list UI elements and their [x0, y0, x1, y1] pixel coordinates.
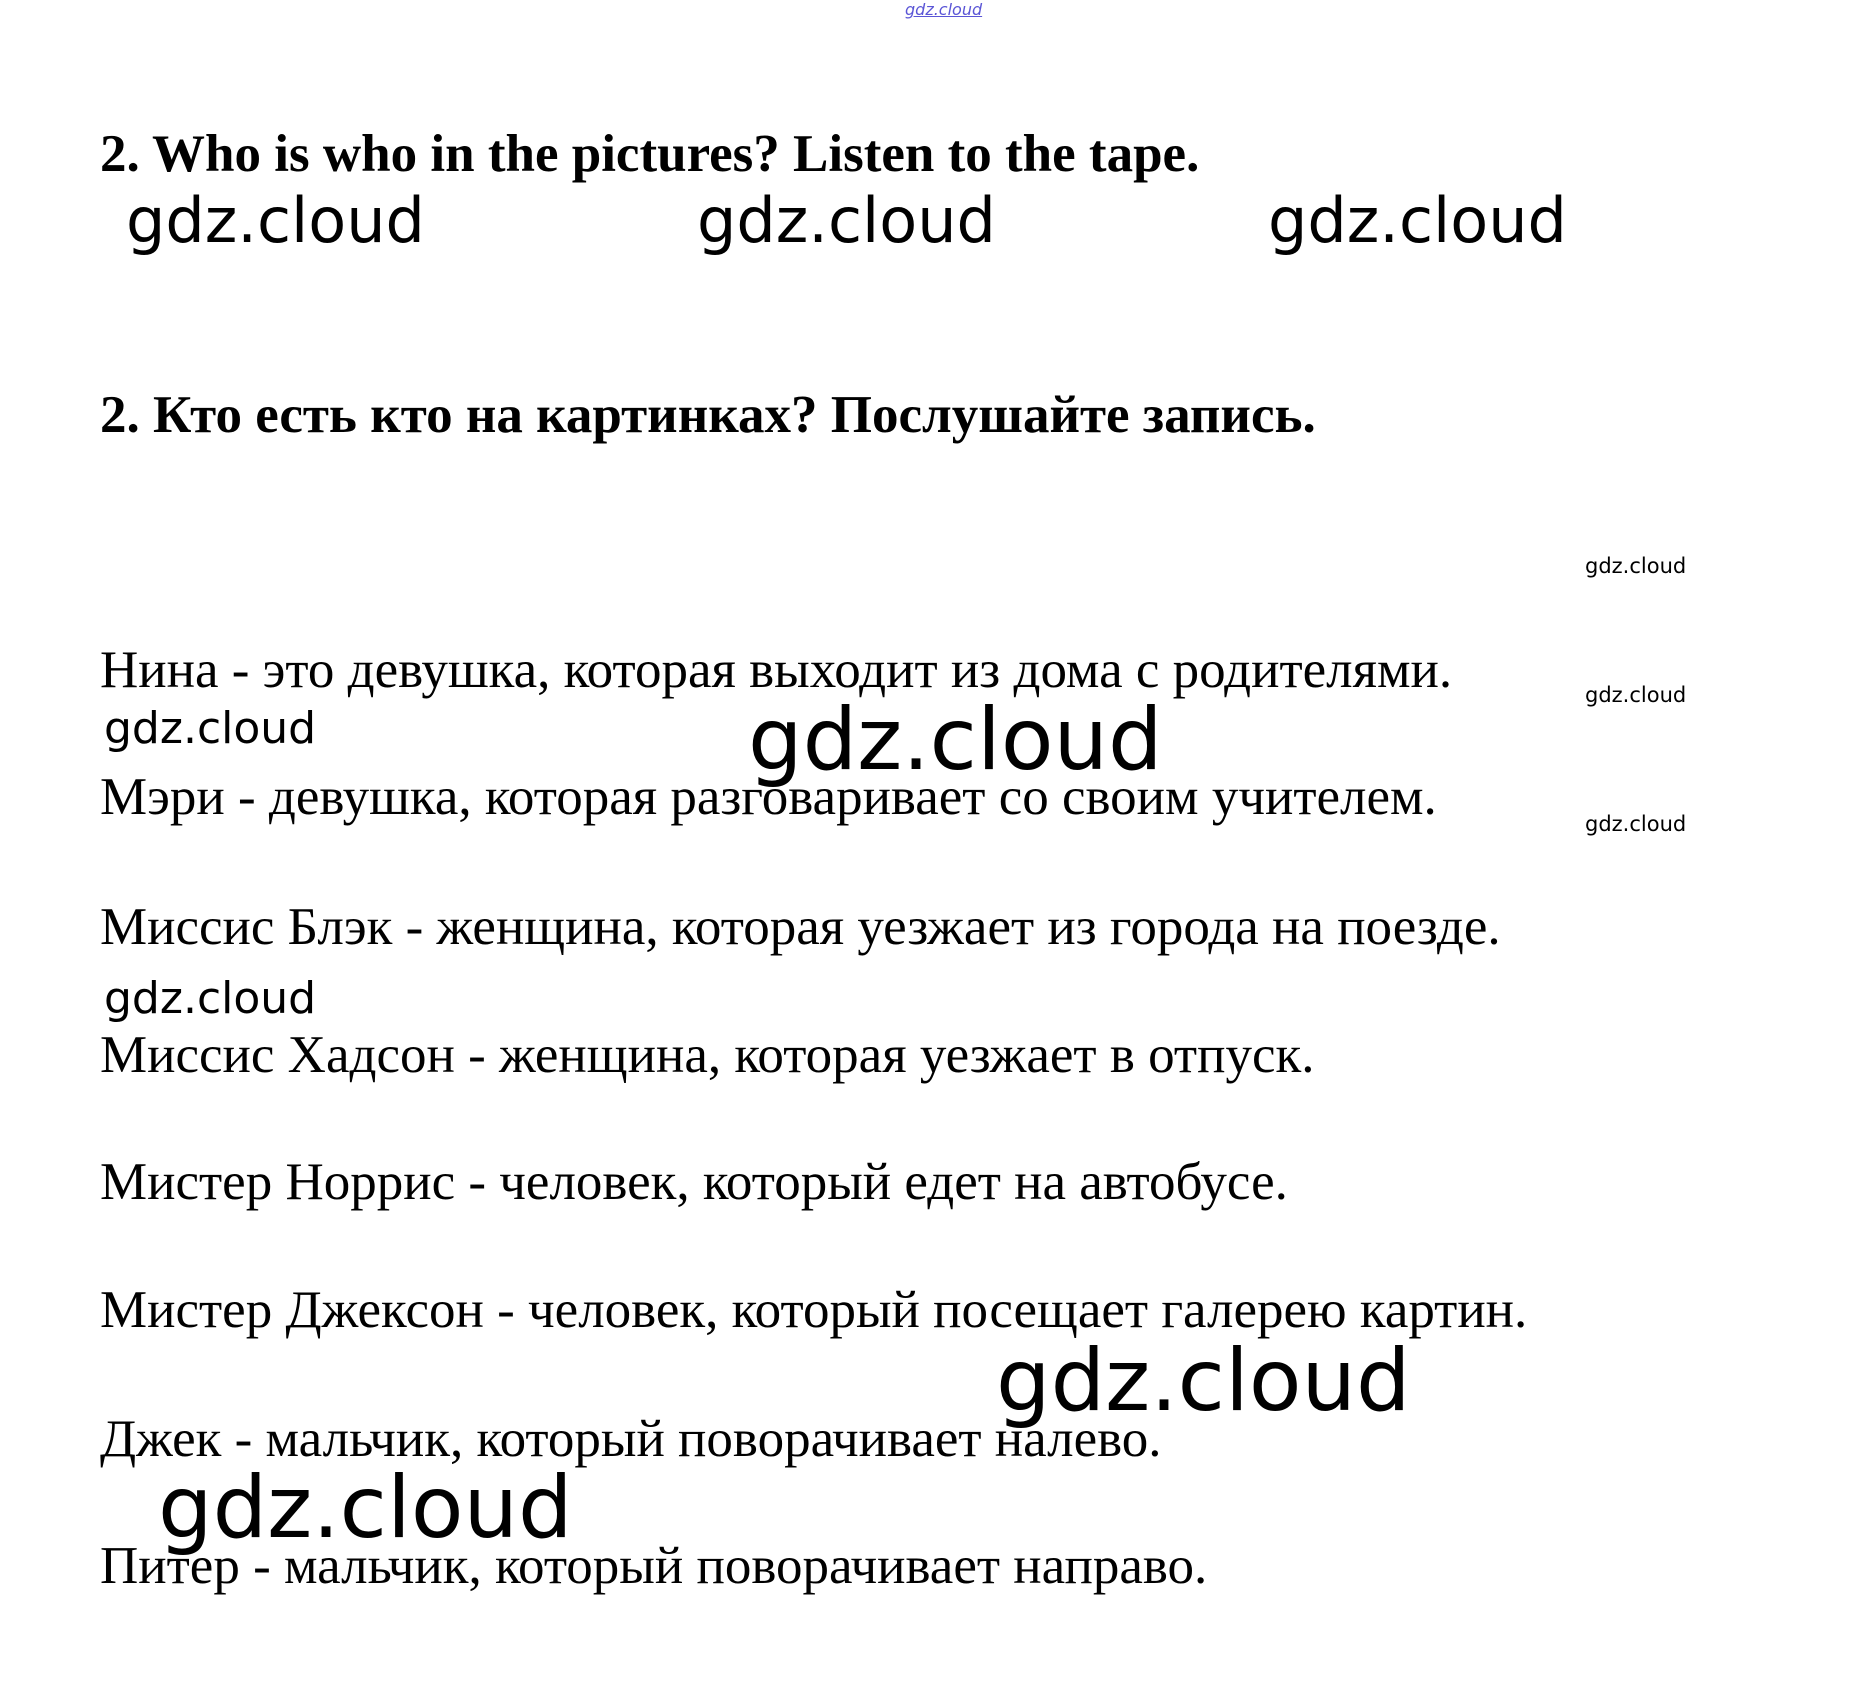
- watermark-top: gdz.cloud: [905, 0, 983, 19]
- heading-russian: 2. Кто есть кто на картинках? Послушайте запись.: [100, 386, 1316, 444]
- answer-line-peter: Питер - мальчик, который поворачивает направо.: [100, 1537, 1208, 1595]
- heading-english: 2. Who is who in the pictures? Listen to the tape.: [100, 125, 1200, 183]
- answer-line-mary: Мэри - девушка, которая разговаривает со своим учителем.: [100, 768, 1437, 826]
- watermark-left-2: gdz.cloud: [104, 973, 317, 1024]
- watermark-small-2: gdz.cloud: [1585, 683, 1687, 707]
- watermark-left-1: gdz.cloud: [104, 703, 317, 754]
- watermark-row-2: gdz.cloud: [697, 184, 996, 257]
- watermark-large-2: gdz.cloud: [996, 1331, 1411, 1431]
- watermark-large-1: gdz.cloud: [748, 690, 1163, 790]
- answer-line-mr-jackson: Мистер Джексон - человек, который посещает галерею картин.: [100, 1281, 1528, 1339]
- answer-line-jack: Джек - мальчик, который поворачивает налево.: [100, 1410, 1162, 1468]
- watermark-large-3: gdz.cloud: [158, 1458, 573, 1558]
- answer-line-mr-norris: Мистер Норрис - человек, который едет на автобусе.: [100, 1153, 1288, 1211]
- answer-line-mrs-hudson: Миссис Хадсон - женщина, которая уезжает в отпуск.: [100, 1026, 1315, 1084]
- watermark-row-1: gdz.cloud: [126, 184, 425, 257]
- answer-line-nina: Нина - это девушка, которая выходит из дома с родителями.: [100, 641, 1453, 699]
- watermark-small-1: gdz.cloud: [1585, 554, 1687, 578]
- answer-line-mrs-black: Миссис Блэк - женщина, которая уезжает из города на поезде.: [100, 898, 1501, 956]
- watermark-row-3: gdz.cloud: [1268, 184, 1567, 257]
- watermark-small-3: gdz.cloud: [1585, 812, 1687, 836]
